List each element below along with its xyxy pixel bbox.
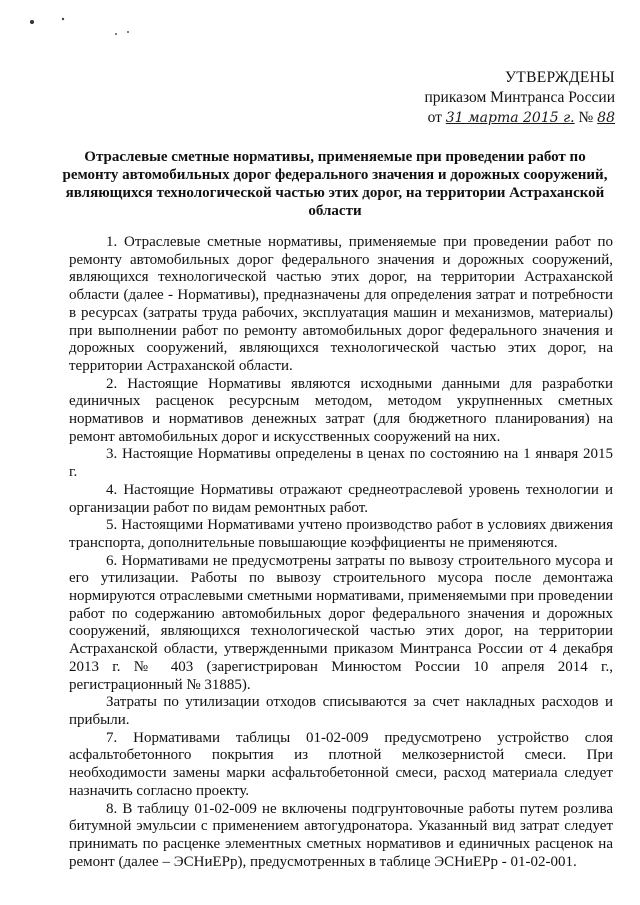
- paragraph: Затраты по утилизации отходов списываются за счет накладных расходов и прибыли.: [69, 694, 613, 728]
- paragraph: 4. Настоящие Нормативы отражают среднеотраслевой уровень технологии и организации работ по видам ремонтных работ.: [69, 481, 613, 516]
- scan-specks: [0, 0, 200, 50]
- date-prefix: от: [427, 109, 442, 126]
- scan-speck: [115, 33, 117, 35]
- scan-speck: [30, 20, 34, 24]
- number-prefix: №: [578, 109, 594, 126]
- handwritten-number: 88: [597, 110, 615, 126]
- document-body: [69, 234, 613, 871]
- document-title: Отраслевые сметные нормативы, применяемые при проведении работ по ремонту автомобильных дорог федерального значения и дорожных сооружений, являющихся технологической частью этих дорог, на территории Астраханской области: [62, 149, 608, 219]
- paragraph: 7. Нормативами таблицы 01-02-009 предусмотрено устройство слоя асфальтобетонного покрытия из плотной мелкозернистой смеси. При необходимости замены марки асфальтобетонной смеси, расход материала следует назначить согласно проекту.: [69, 729, 613, 799]
- approval-order: приказом Минтранса России: [424, 89, 615, 106]
- paragraph: 5. Настоящими Нормативами учтено производство работ в условиях движения транспорта, дополнительные повышающие коэффициенты не применяются.: [69, 517, 613, 551]
- paragraph: 1. Отраслевые сметные нормативы, применяемые при проведении работ по ремонту автомобильных дорог федерального значения и дорожных сооружений, являющихся технологической частью этих дорог, на территории Астраханской области (далее - Нормативы), предназначены для определения затрат и потребности в ресурсах (затраты труда рабочих, эксплуатация машин и механизмов, материалы) при выполнении работ по ремонту автомобильных дорог федерального значения и дорожных сооружений, являющихся технологической частью этих дорог, на территории Астраханской области.: [69, 234, 613, 374]
- scan-speck: [127, 31, 129, 33]
- handwritten-date: 31 марта 2015 г.: [445, 110, 575, 126]
- paragraph: 2. Настоящие Нормативы являются исходными данными для разработки единичных расценок ресурсным методом, методом укрупненных сметных нормативов и нормативов денежных затрат (для бюджетного планирования) на ремонт автомобильных дорог и искусственных сооружений на них.: [69, 375, 613, 445]
- approval-date-line: [400, 108, 615, 128]
- paragraph: 6. Нормативами не предусмотрены затраты по вывозу строительного мусора и его утилизации. Работы по вывозу строительного мусора после демонтажа нормируются отраслевыми сметными нормативами, применяемыми при проведении работ по содержанию автомобильных дорог федерального значения и дорожных сооружений, являющихся технологической частью этих дорог, на территории Астраханской области, утвержденными приказом Минтранса России от 4 декабря 2013 г. № 403 (зарегистрирован Минюстом России 10 апреля 2014 г., регистрационный № 31885).: [69, 552, 613, 693]
- paragraph: 8. В таблицу 01-02-009 не включены подгрунтовочные работы путем розлива битумной эмульсии с применением автогудронатора. Указанный вид затрат следует принимать по расценке элементных сметных нормативов и единичных расценок на ремонт (далее – ЭСНиЕРр), предусмотренных в таблице ЭСНиЕРр - 01-02-001.: [69, 800, 613, 870]
- approval-block: [400, 68, 615, 128]
- approval-stamp: УТВЕРЖДЕНЫ: [505, 69, 615, 86]
- scan-speck: [62, 18, 64, 20]
- paragraph: 3. Настоящие Нормативы определены в ценах по состоянию на 1 января 2015 г.: [69, 446, 613, 481]
